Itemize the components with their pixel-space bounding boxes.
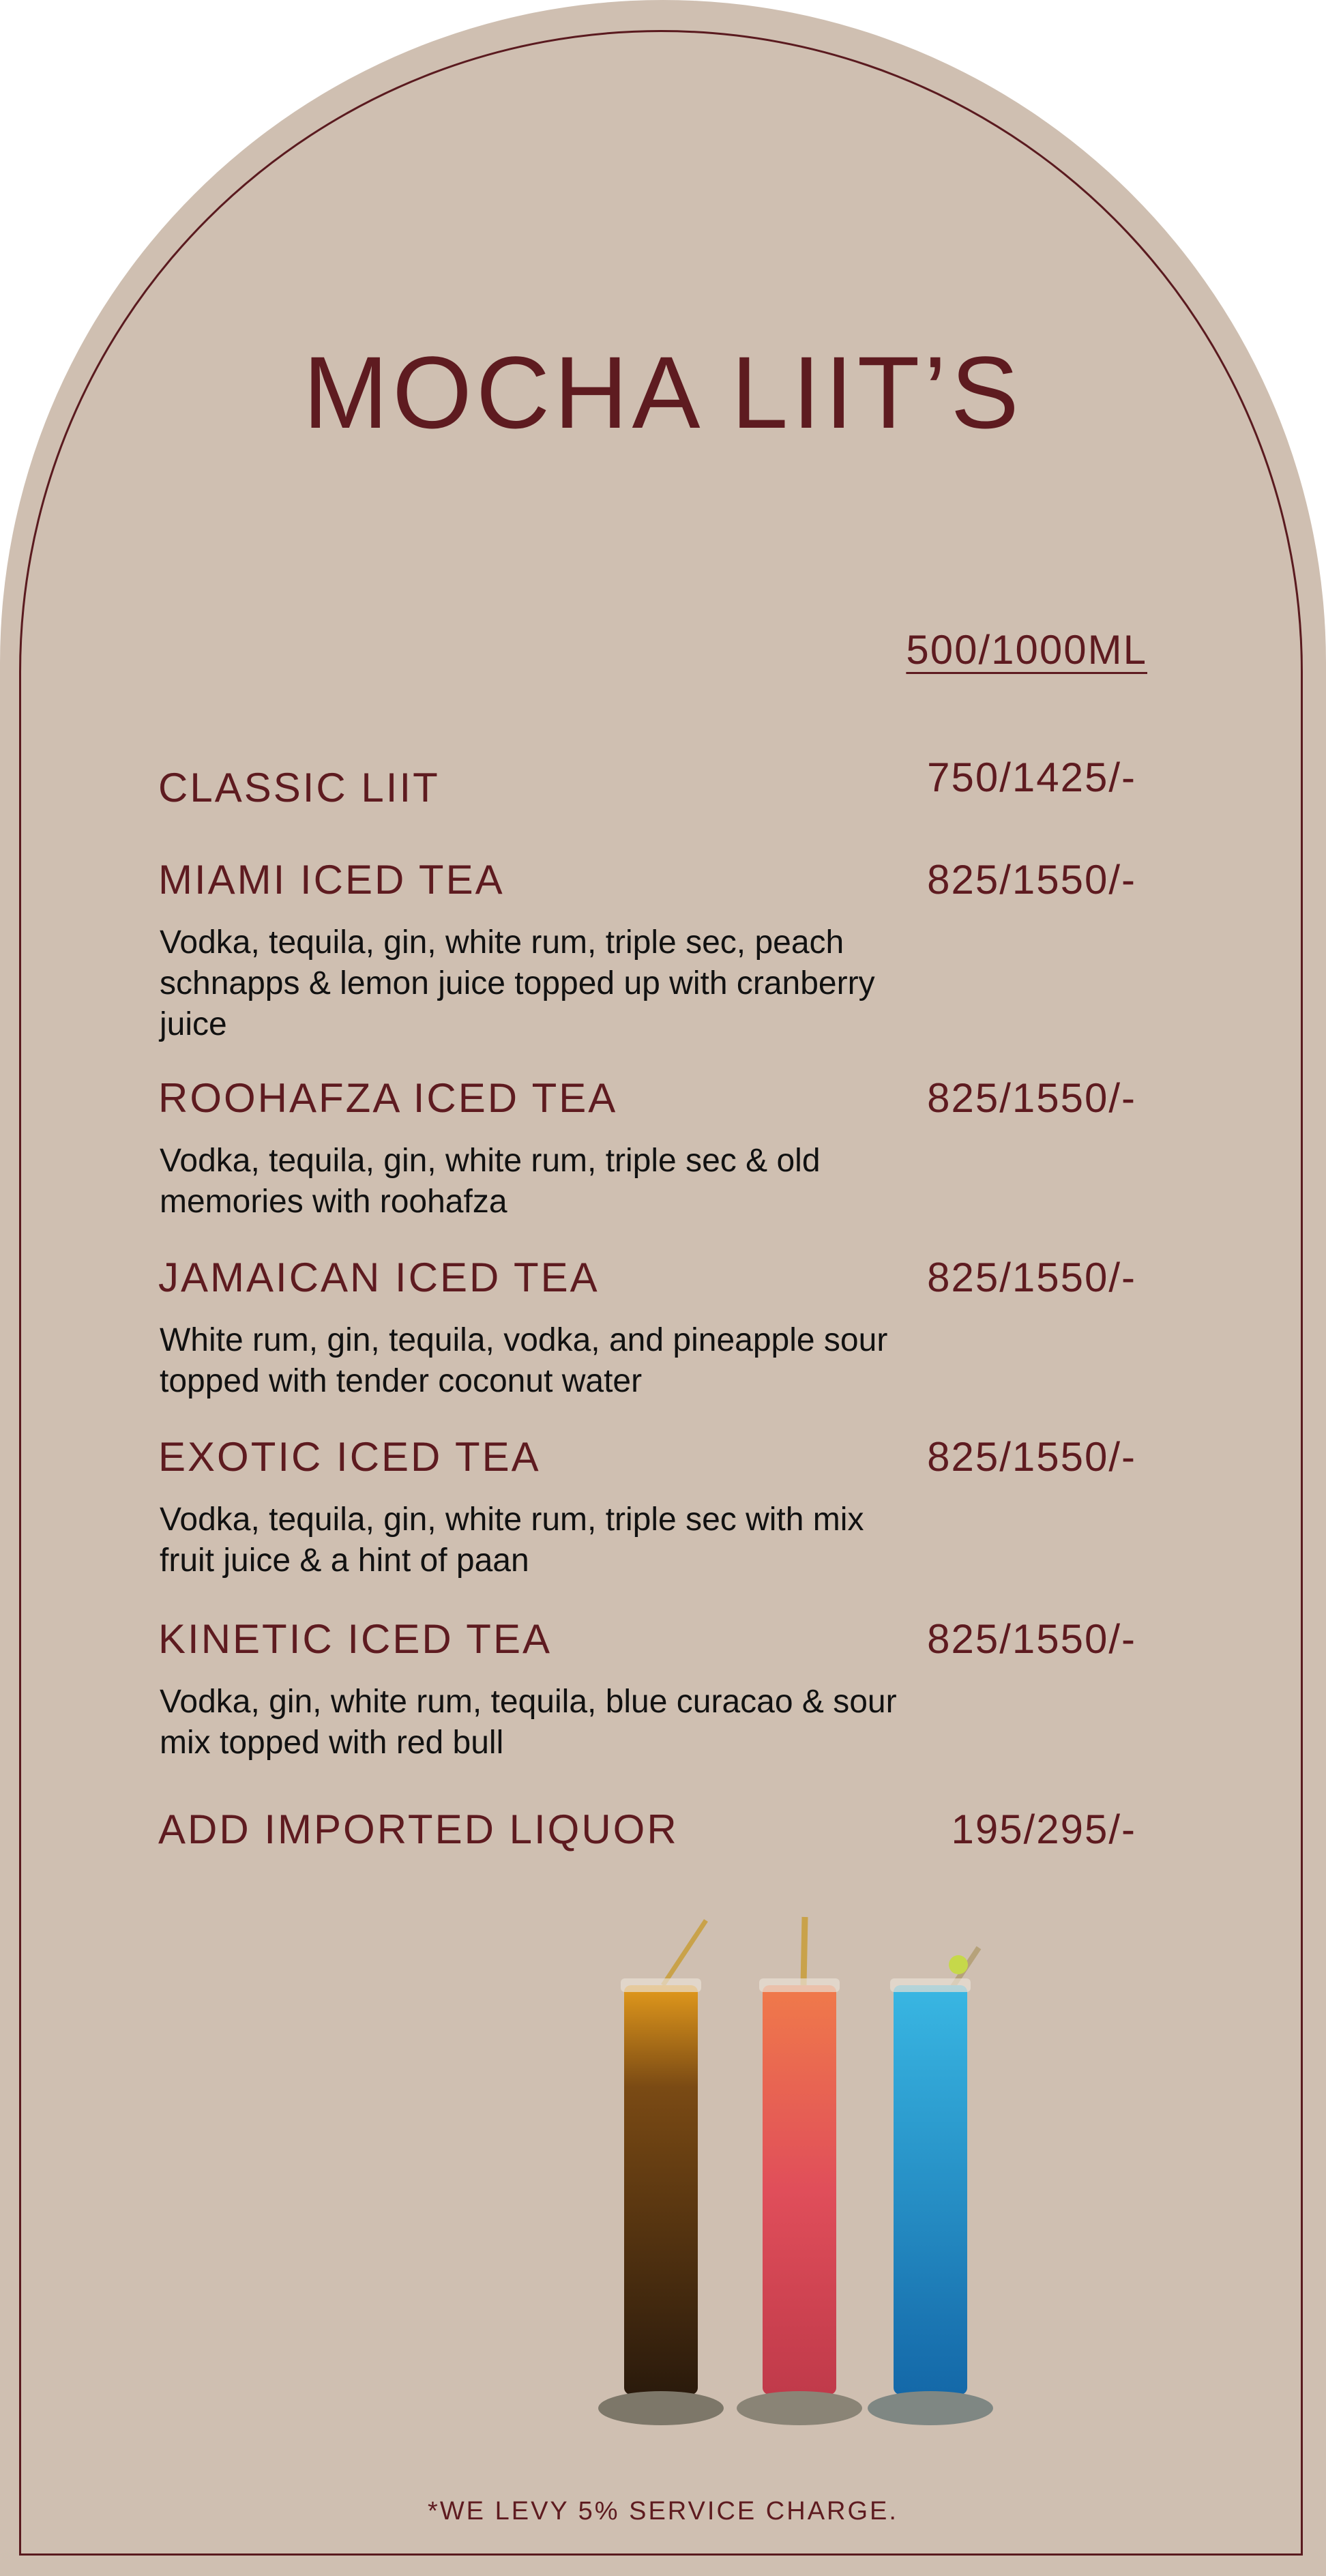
item-price: 195/295/-	[951, 1806, 1136, 1852]
item-price: 750/1425/-	[927, 755, 1136, 800]
straw	[804, 1917, 805, 1985]
size-header: 500/1000ML	[906, 627, 1147, 673]
item-price: 825/1550/-	[927, 857, 1136, 903]
item-name: ROOHAFZA ICED TEA	[158, 1075, 618, 1121]
item-description: Vodka, tequila, gin, white rum, triple sec & old memories with roohafza	[160, 1143, 821, 1220]
item-name: CLASSIC LIIT	[158, 765, 440, 810]
item-description: White rum, gin, tequila, vodka, and pineapple sour topped with tender coconut water	[160, 1322, 888, 1399]
item-name: ADD IMPORTED LIQUOR	[158, 1806, 679, 1852]
glass-blue	[894, 1985, 967, 2395]
glass-rim	[759, 1978, 840, 1992]
item-name: JAMAICAN ICED TEA	[158, 1255, 600, 1300]
item-name: KINETIC ICED TEA	[158, 1616, 552, 1662]
glass-rim	[890, 1978, 971, 1992]
iced-tea-glasses-image	[587, 1910, 1010, 2456]
glass-base	[868, 2391, 993, 2425]
item-name: MIAMI ICED TEA	[158, 857, 505, 903]
menu-title: MOCHA LIIT’S	[303, 335, 1023, 450]
straw	[663, 1920, 706, 1985]
lime-garnish	[949, 1955, 968, 1974]
service-charge-note: *WE LEVY 5% SERVICE CHARGE.	[428, 2497, 898, 2526]
item-price: 825/1550/-	[927, 1075, 1136, 1121]
glass-rim	[621, 1978, 701, 1992]
item-name: EXOTIC ICED TEA	[158, 1434, 541, 1480]
item-description: Vodka, tequila, gin, white rum, triple sec, peach schnapps & lemon juice topped up with cranberry juice	[160, 924, 875, 1042]
item-price: 825/1550/-	[927, 1616, 1136, 1662]
glass-amber	[624, 1985, 698, 2395]
item-description: Vodka, tequila, gin, white rum, triple sec with mix fruit juice & a hint of paan	[160, 1502, 864, 1579]
glass-red	[763, 1985, 836, 2395]
glass-base	[598, 2391, 724, 2425]
item-description: Vodka, gin, white rum, tequila, blue curacao & sour mix topped with red bull	[160, 1684, 897, 1761]
item-price: 825/1550/-	[927, 1434, 1136, 1480]
glass-base	[737, 2391, 862, 2425]
item-price: 825/1550/-	[927, 1255, 1136, 1300]
